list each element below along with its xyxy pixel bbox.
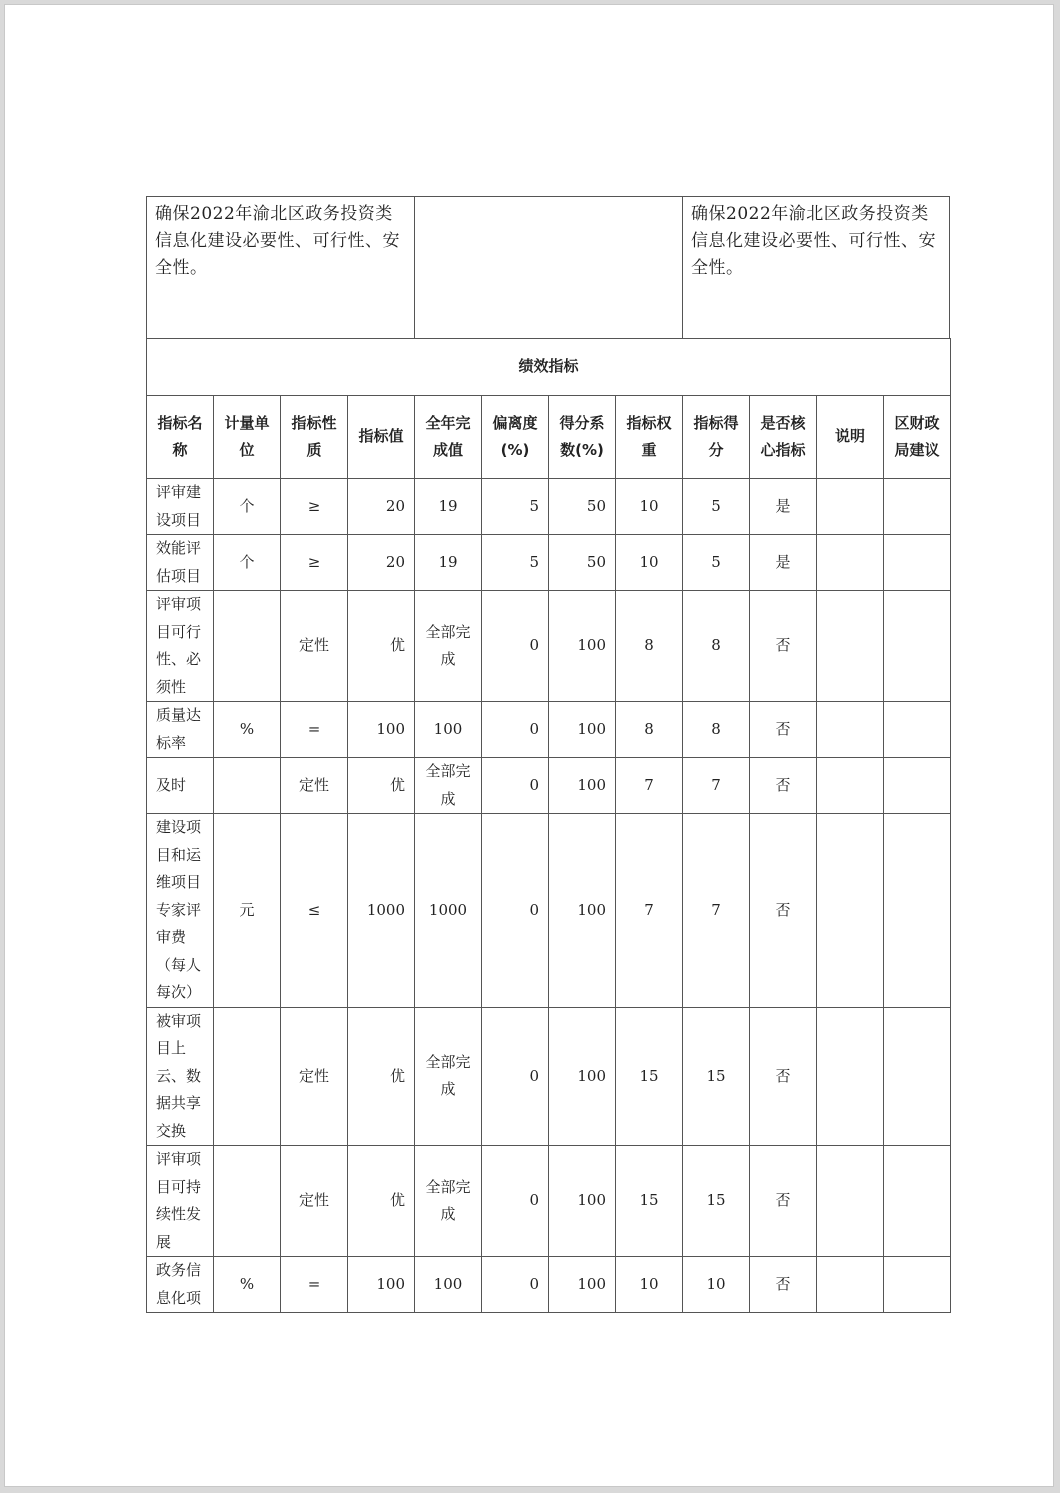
cell-advice: [884, 1257, 951, 1313]
table-row: [147, 535, 951, 591]
cell-core: 否: [750, 1007, 817, 1146]
cell-annual: 100: [415, 702, 482, 758]
cell-nature: ≤: [281, 814, 348, 1008]
cell-annual: 全部完成: [415, 1146, 482, 1257]
cell-name: 质量达标率: [147, 702, 214, 758]
header-nature: 指标性质: [281, 396, 348, 479]
objective-cell-1: 确保2022年渝北区政务投资类信息化建设必要性、可行性、安全性。: [147, 197, 415, 338]
header-annual: 全年完成值: [415, 396, 482, 479]
cell-weight: 7: [616, 758, 683, 814]
section-title: 绩效指标: [147, 339, 951, 396]
cell-advice: [884, 702, 951, 758]
objective-block: [146, 196, 950, 339]
table-row: [147, 758, 951, 814]
cell-score: 5: [683, 479, 750, 535]
cell-coef: 100: [549, 1146, 616, 1257]
cell-weight: 10: [616, 479, 683, 535]
cell-weight: 15: [616, 1007, 683, 1146]
cell-score: 10: [683, 1257, 750, 1313]
table-row: [147, 1007, 951, 1146]
cell-deviation: 0: [482, 591, 549, 702]
cell-nature: 定性: [281, 591, 348, 702]
cell-core: 否: [750, 702, 817, 758]
header-name: 指标名称: [147, 396, 214, 479]
cell-value: 100: [348, 702, 415, 758]
cell-core: 是: [750, 535, 817, 591]
header-value: 指标值: [348, 396, 415, 479]
cell-nature: ≥: [281, 535, 348, 591]
cell-note: [817, 479, 884, 535]
cell-unit: [214, 758, 281, 814]
cell-score: 5: [683, 535, 750, 591]
cell-weight: 15: [616, 1146, 683, 1257]
cell-name: 被审项目上云、数据共享交换: [147, 1007, 214, 1146]
cell-coef: 100: [549, 758, 616, 814]
cell-nature: 定性: [281, 1007, 348, 1146]
cell-coef: 100: [549, 1257, 616, 1313]
cell-unit: 元: [214, 814, 281, 1008]
cell-note: [817, 591, 884, 702]
cell-nature: =: [281, 1257, 348, 1313]
cell-coef: 100: [549, 814, 616, 1008]
cell-advice: [884, 758, 951, 814]
cell-annual: 100: [415, 1257, 482, 1313]
cell-advice: [884, 535, 951, 591]
cell-name: 建设项目和运维项目专家评审费（每人每次）: [147, 814, 214, 1008]
cell-deviation: 0: [482, 814, 549, 1008]
header-row: [147, 396, 951, 479]
cell-score: 15: [683, 1146, 750, 1257]
performance-indicator-table: [146, 338, 951, 1313]
cell-coef: 100: [549, 591, 616, 702]
cell-value: 优: [348, 1007, 415, 1146]
cell-unit: %: [214, 702, 281, 758]
cell-name: 评审建设项目: [147, 479, 214, 535]
cell-value: 优: [348, 591, 415, 702]
cell-value: 20: [348, 535, 415, 591]
table-row: [147, 1146, 951, 1257]
header-note: 说明: [817, 396, 884, 479]
cell-value: 20: [348, 479, 415, 535]
cell-core: 否: [750, 1257, 817, 1313]
cell-coef: 100: [549, 702, 616, 758]
cell-note: [817, 702, 884, 758]
cell-nature: 定性: [281, 758, 348, 814]
cell-note: [817, 758, 884, 814]
cell-core: 否: [750, 1146, 817, 1257]
cell-value: 优: [348, 758, 415, 814]
cell-deviation: 5: [482, 479, 549, 535]
cell-deviation: 0: [482, 1007, 549, 1146]
header-core: 是否核心指标: [750, 396, 817, 479]
cell-coef: 100: [549, 1007, 616, 1146]
cell-nature: =: [281, 702, 348, 758]
cell-weight: 10: [616, 535, 683, 591]
cell-name: 及时: [147, 758, 214, 814]
table-row: [147, 814, 951, 1008]
cell-unit: 个: [214, 479, 281, 535]
objective-cell-2: [415, 197, 683, 338]
cell-note: [817, 1146, 884, 1257]
cell-note: [817, 1257, 884, 1313]
table-row: [147, 1257, 951, 1313]
cell-annual: 1000: [415, 814, 482, 1008]
table-row: [147, 479, 951, 535]
header-coef: 得分系数(%): [549, 396, 616, 479]
cell-weight: 10: [616, 1257, 683, 1313]
cell-deviation: 0: [482, 758, 549, 814]
cell-unit: [214, 1007, 281, 1146]
cell-deviation: 0: [482, 702, 549, 758]
cell-name: 政务信息化项: [147, 1257, 214, 1313]
cell-name: 评审项目可行性、必须性: [147, 591, 214, 702]
cell-name: 效能评估项目: [147, 535, 214, 591]
cell-core: 否: [750, 591, 817, 702]
header-advice: 区财政局建议: [884, 396, 951, 479]
cell-annual: 全部完成: [415, 758, 482, 814]
cell-deviation: 5: [482, 535, 549, 591]
cell-annual: 19: [415, 535, 482, 591]
cell-score: 8: [683, 591, 750, 702]
cell-value: 100: [348, 1257, 415, 1313]
table-body: [147, 479, 951, 1313]
cell-unit: [214, 591, 281, 702]
cell-score: 15: [683, 1007, 750, 1146]
cell-score: 8: [683, 702, 750, 758]
cell-core: 否: [750, 758, 817, 814]
cell-core: 否: [750, 814, 817, 1008]
cell-advice: [884, 591, 951, 702]
cell-note: [817, 814, 884, 1008]
cell-advice: [884, 1007, 951, 1146]
cell-note: [817, 535, 884, 591]
cell-name: 评审项目可持续性发展: [147, 1146, 214, 1257]
cell-score: 7: [683, 758, 750, 814]
cell-weight: 7: [616, 814, 683, 1008]
cell-value: 优: [348, 1146, 415, 1257]
cell-weight: 8: [616, 702, 683, 758]
cell-unit: 个: [214, 535, 281, 591]
header-unit: 计量单位: [214, 396, 281, 479]
table-row: [147, 591, 951, 702]
cell-advice: [884, 479, 951, 535]
document-page: [4, 4, 1054, 1487]
cell-advice: [884, 1146, 951, 1257]
cell-coef: 50: [549, 479, 616, 535]
table-row: [147, 702, 951, 758]
cell-annual: 全部完成: [415, 1007, 482, 1146]
cell-deviation: 0: [482, 1257, 549, 1313]
cell-core: 是: [750, 479, 817, 535]
header-score: 指标得分: [683, 396, 750, 479]
cell-advice: [884, 814, 951, 1008]
cell-note: [817, 1007, 884, 1146]
cell-annual: 19: [415, 479, 482, 535]
cell-nature: ≥: [281, 479, 348, 535]
cell-unit: [214, 1146, 281, 1257]
cell-value: 1000: [348, 814, 415, 1008]
cell-coef: 50: [549, 535, 616, 591]
cell-score: 7: [683, 814, 750, 1008]
cell-deviation: 0: [482, 1146, 549, 1257]
cell-annual: 全部完成: [415, 591, 482, 702]
header-deviation: 偏离度(%): [482, 396, 549, 479]
cell-nature: 定性: [281, 1146, 348, 1257]
header-weight: 指标权重: [616, 396, 683, 479]
cell-weight: 8: [616, 591, 683, 702]
cell-unit: %: [214, 1257, 281, 1313]
objective-cell-3: 确保2022年渝北区政务投资类信息化建设必要性、可行性、安全性。: [691, 204, 936, 278]
